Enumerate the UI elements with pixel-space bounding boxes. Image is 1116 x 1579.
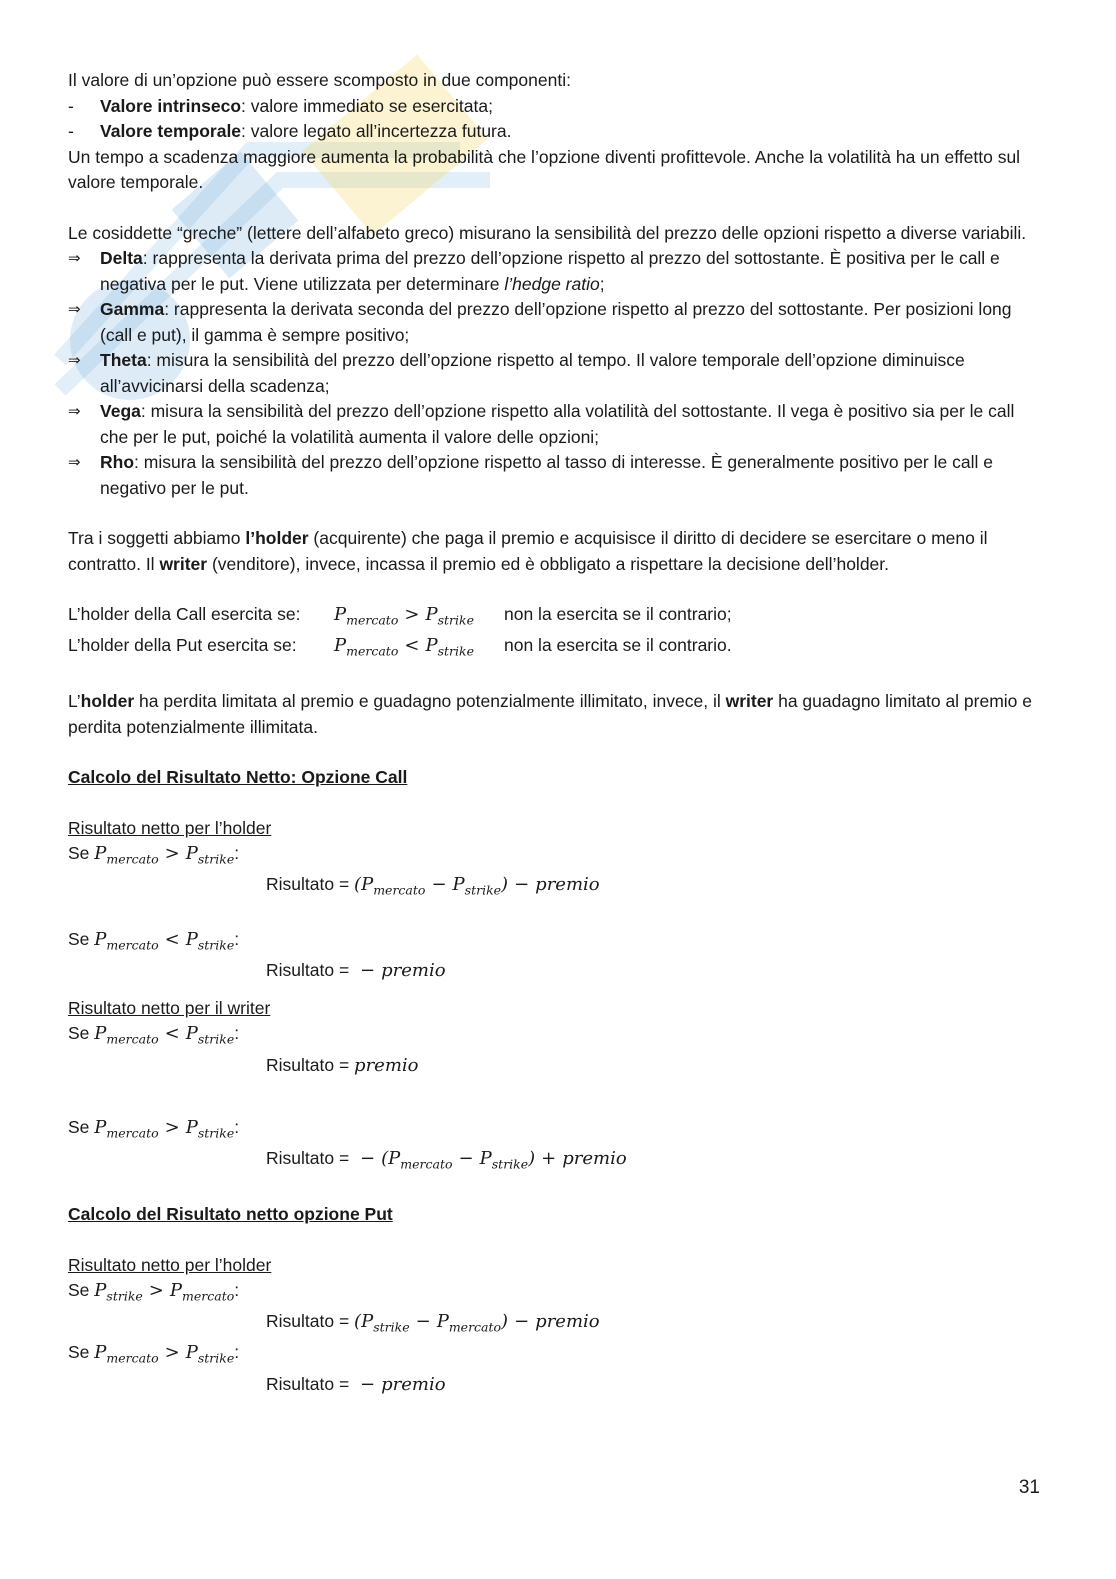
implies-arrow-icon: ⇒ xyxy=(68,351,81,369)
result-formula: Risultato = − $(P_{mercato} - P_{strike})$ + premio xyxy=(266,1148,627,1172)
greche-intro: Le cosiddette “greche” (lettere dell’alfabeto greco) misurano la sensibilità del prezzo delle opzioni rispetto a diverse variabili. xyxy=(68,222,1027,243)
term-desc: : valore immediato se esercitata; xyxy=(241,95,493,116)
term: Valore intrinseco xyxy=(100,95,242,116)
implies-arrow-icon: ⇒ xyxy=(68,300,81,318)
result-formula: Risultato = − premio xyxy=(266,1373,446,1395)
implies-arrow-icon: ⇒ xyxy=(68,249,81,267)
list-item xyxy=(68,94,1043,120)
list-item xyxy=(68,348,1043,399)
subsection-title: Risultato netto per il writer xyxy=(68,997,271,1018)
term-desc: : misura la sensibilità del prezzo dell’opzione rispetto al tasso di interesse. È generalmente positivo per le call e negativo per le put. xyxy=(100,452,993,498)
rule-label: L’holder della Call esercita se: xyxy=(68,604,301,624)
term: Theta xyxy=(100,350,147,370)
intro-paragraph: Un tempo a scadenza maggiore aumenta la probabilità che l’opzione diventi profittevole. Anche la volatilità ha un effetto sul valore temporale. xyxy=(68,146,1021,192)
list-item xyxy=(68,246,1043,297)
term: holder xyxy=(80,691,135,712)
text: (acquirente) che paga il premio e acquisisce il diritto di decidere se esercitare o meno il contratto. Il xyxy=(68,528,988,574)
section-title: Calcolo del Risultato netto opzione Put xyxy=(68,1204,393,1225)
term: Gamma xyxy=(100,299,165,319)
text: Tra i soggetti abbiamo xyxy=(68,528,246,548)
put-rule xyxy=(68,633,1043,664)
rule-label: L’holder della Put esercita se: xyxy=(68,635,297,656)
page-number: 31 xyxy=(1018,1477,1040,1498)
term: Rho xyxy=(100,452,135,472)
subsection-title: Risultato netto per l’holder xyxy=(68,1254,272,1275)
list-item xyxy=(68,119,1043,145)
text: (venditore), invece, incassa il premio ed è obbligato a rispettare la decisione dell’holder. xyxy=(207,553,890,574)
condition: Se $P_{strike} > P_{mercato}$: xyxy=(68,1280,240,1304)
list-item xyxy=(68,399,1043,450)
page-content xyxy=(68,68,1043,1397)
call-rule xyxy=(68,602,1043,633)
list-item xyxy=(68,297,1043,348)
term: l’holder xyxy=(245,528,309,548)
section-title: Calcolo del Risultato Netto: Opzione Call xyxy=(68,767,408,788)
term-desc: : misura la sensibilità del prezzo dell’opzione rispetto al tempo. Il valore temporale dell’opzione diminuisce all’avvicinarsi della scadenza; xyxy=(100,350,965,396)
term: Valore temporale xyxy=(100,121,242,141)
rule-tail: non la esercita se il contrario; xyxy=(504,604,732,624)
result-formula: Risultato = − premio xyxy=(266,960,446,982)
intro-line: Il valore di un’opzione può essere scomposto in due componenti: xyxy=(68,70,571,90)
condition: Se $P_{mercato} < P_{strike}$: xyxy=(68,1023,240,1048)
condition: Se $P_{mercato} > P_{strike}$: xyxy=(68,1117,240,1141)
formula: $P_{mercato} > P_{strike}$ xyxy=(334,604,474,628)
term-desc: : rappresenta la derivata seconda del prezzo dell’opzione rispetto al prezzo del sottostante. Per posizioni long (call e put), il gamma è sempre positivo; xyxy=(100,299,1012,345)
term: Vega xyxy=(100,401,141,421)
risk-paragraph: L’holder ha perdita limitata al premio e guadagno potenzialmente illimitato, invece, il writer ha guadagno limitato al premio e perdita potenzialmente illimitata. xyxy=(68,691,1033,737)
result-formula: Risultato = premio xyxy=(266,1054,419,1076)
subsection-title: Risultato netto per l’holder xyxy=(68,817,272,838)
list-item xyxy=(68,450,1043,501)
rule-tail: non la esercita se il contrario. xyxy=(504,635,732,656)
term-desc: : misura la sensibilità del prezzo dell’opzione rispetto alla volatilità del sottostante. Il vega è positivo sia per le call che per le put, poiché la volatilità aumenta il valore delle opzioni; xyxy=(100,401,1015,447)
term-desc: : valore legato all’incertezza futura. xyxy=(241,121,512,141)
result-formula: Risultato = $(P_{mercato} - P_{strike})$ − premio xyxy=(266,874,600,898)
term-desc: : rappresenta la derivata prima del prezzo dell’opzione rispetto al prezzo del sottostante. È positiva per le call e negativa per le put. Viene utilizzata per determinare xyxy=(100,248,1000,294)
term: Delta xyxy=(100,248,143,268)
soggetti-paragraph xyxy=(68,526,1043,577)
result-formula: Risultato = $(P_{strike} - P_{mercato})$ − premio xyxy=(266,1311,600,1335)
condition: Se $P_{mercato} < P_{strike}$: xyxy=(68,929,240,953)
implies-arrow-icon: ⇒ xyxy=(68,402,81,420)
term: writer xyxy=(159,553,208,574)
dash-bullet: - xyxy=(68,121,74,141)
term: writer xyxy=(725,691,774,712)
punct: ; xyxy=(599,273,605,294)
condition: Se $P_{mercato} > P_{strike}$: xyxy=(68,843,240,867)
dash-bullet: - xyxy=(68,95,74,116)
condition: Se $P_{mercato} > P_{strike}$: xyxy=(68,1342,240,1367)
formula: $P_{mercato} < P_{strike}$ xyxy=(334,635,474,659)
implies-arrow-icon: ⇒ xyxy=(68,453,81,471)
emphasis: l’hedge ratio xyxy=(504,273,600,294)
